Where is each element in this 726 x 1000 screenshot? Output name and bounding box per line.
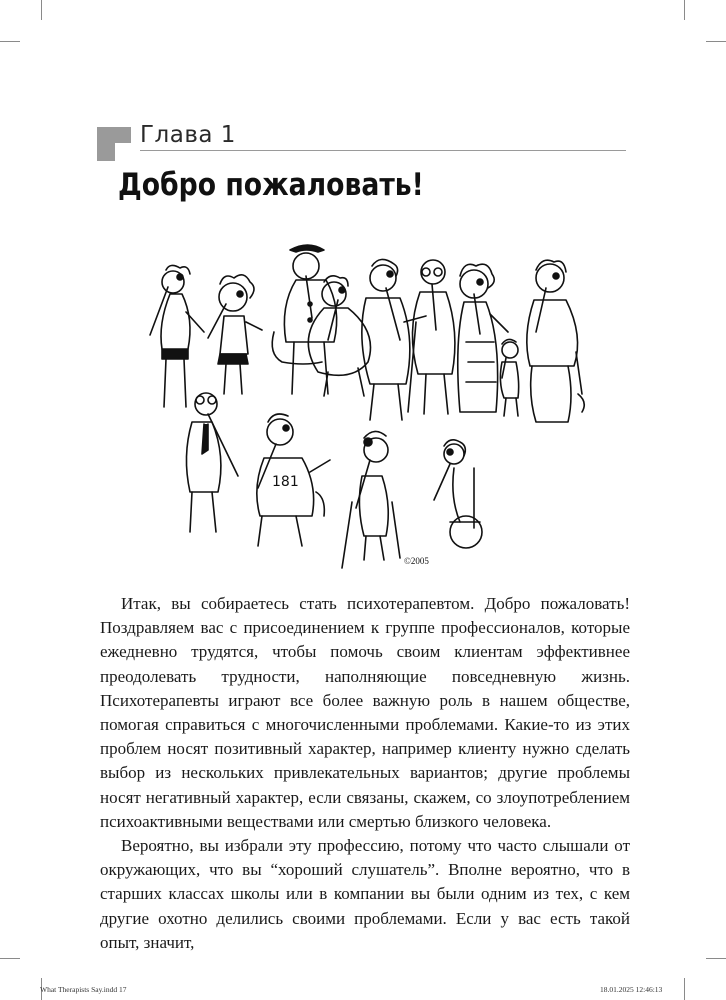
chapter-marker-notch	[115, 143, 131, 161]
figure-9	[527, 260, 584, 422]
artist-signature: ©2005	[404, 556, 429, 566]
figure-12	[342, 431, 400, 568]
footer-file-slug: What Therapists Say.indd 17	[40, 985, 127, 994]
figure-1	[150, 265, 204, 407]
chapter-rule	[140, 150, 626, 151]
footer-timestamp: 18.01.2025 12:46:13	[600, 985, 663, 994]
figure-10	[186, 393, 238, 532]
cartoon-illustration	[128, 232, 598, 577]
shirt-number: 181	[272, 474, 299, 490]
crop-mark-top-left-vertical	[41, 0, 42, 20]
crop-mark-bottom-right-horizontal	[706, 958, 726, 959]
crop-mark-bottom-right-vertical	[684, 978, 685, 1000]
figure-6	[408, 260, 455, 414]
paragraph-2: Вероятно, вы избрали эту профессию, потому что часто слышали от окружающих, что вы “хороший слушатель”. Вполне вероятно, что в старших классах школы или в компании вы были одним из тех, с кем другие охотно делились своими проблемами. Если у вас есть такой опыт, значит,	[100, 836, 630, 952]
figure-5	[362, 259, 426, 420]
figure-7	[458, 264, 508, 412]
chapter-title: Добро пожаловать!	[118, 167, 424, 203]
crop-mark-top-left-horizontal	[0, 41, 20, 42]
chapter-label: Глава 1	[140, 122, 236, 148]
figure-13	[434, 440, 482, 548]
paragraph-1: Итак, вы собираетесь стать психотерапевтом. Добро пожаловать! Поздравляем вас с присоединением к группе профессионалов, которые ежедневно трудятся, чтобы помочь своим клиентам эффективнее преодолевать трудности, наполняющие повседневную жизнь. Психотерапевты играют все более важную роль в нашем обществе, помогая справиться с многочисленными проблемами. Какие-то из этих проблем носят позитивный характер, например клиенту нужно сделать выбор из нескольких привлекательных вариантов; другие проблемы носят негативный характер, если связаны, скажем, со злоупотреблением психоактивными веществами или смертью близкого человека.	[100, 594, 630, 831]
crop-mark-top-right-horizontal	[706, 41, 726, 42]
body-text	[100, 592, 630, 955]
figure-8	[500, 339, 518, 416]
crop-mark-bottom-left-horizontal	[0, 958, 20, 959]
figure-2	[208, 275, 262, 394]
figure-3	[272, 245, 336, 394]
crop-mark-top-right-vertical	[684, 0, 685, 20]
